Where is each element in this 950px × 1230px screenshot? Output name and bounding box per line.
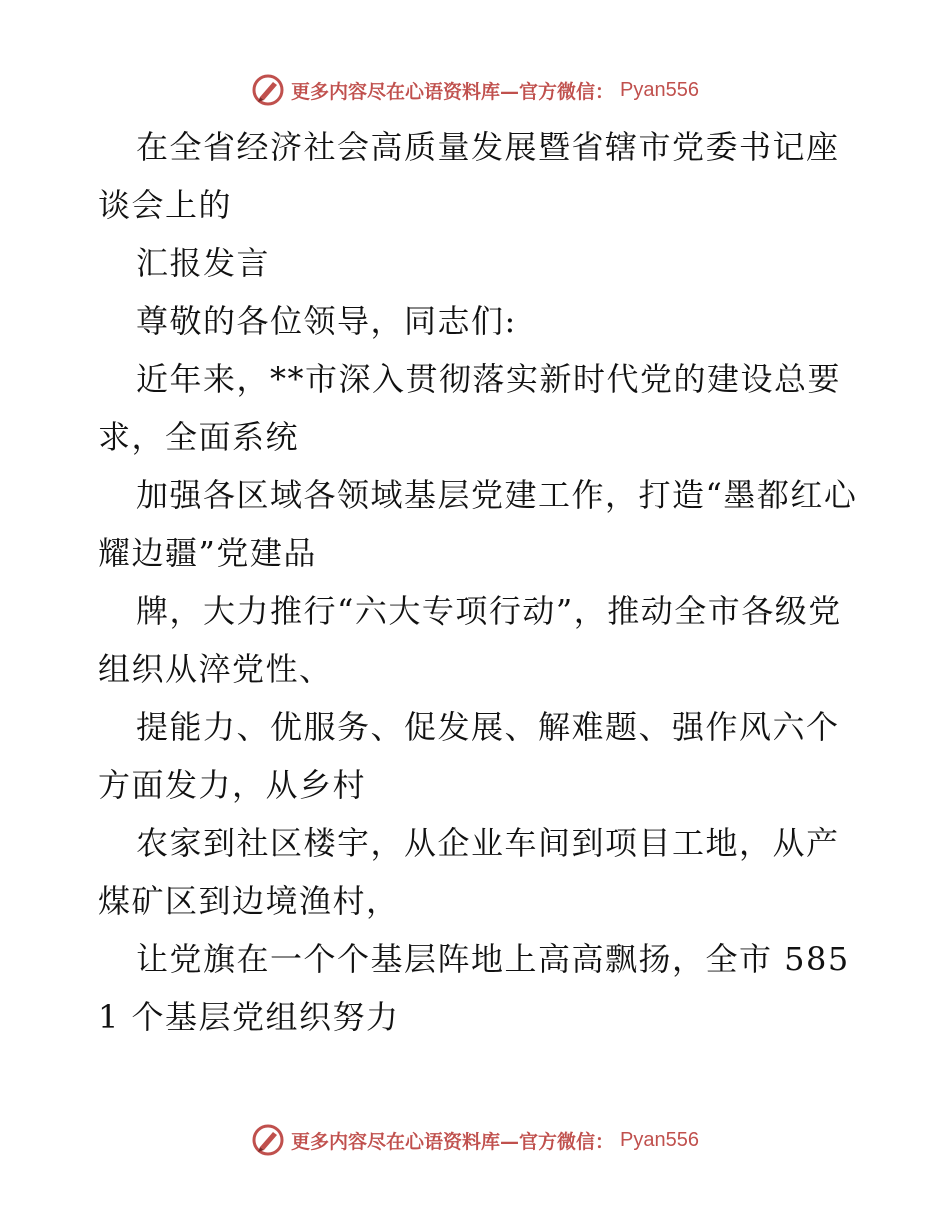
paragraph: 提能力、优服务、促发展、解难题、强作风六个方面发力，从乡村 [98, 708, 840, 804]
watermark-wechat-id: Pyan556 [620, 1128, 699, 1151]
footer-watermark [0, 1120, 950, 1160]
pen-logo-icon [251, 73, 285, 107]
paragraph-subtitle: 汇报发言 [136, 244, 271, 282]
paragraph: 让党旗在一个个基层阵地上高高飘扬，全市 5851 个基层党组织努力 [98, 940, 850, 1036]
watermark-wechat-id: Pyan556 [620, 78, 699, 101]
paragraph: 近年来，**市深入贯彻落实新时代党的建设总要求，全面系统 [98, 360, 842, 456]
watermark-text: 更多内容尽在心语资料库—官方微信： [291, 1130, 615, 1153]
paragraph: 加强各区域各领域基层党建工作，打造“墨都红心耀边疆”党建品 [98, 476, 858, 572]
paragraph-title: 在全省经济社会高质量发展暨省辖市党委书记座谈会上的 [98, 128, 840, 224]
paragraph: 牌，大力推行“六大专项行动”，推动全市各级党组织从淬党性、 [98, 592, 842, 688]
header-watermark [0, 70, 950, 110]
paragraph: 农家到社区楼宇，从企业车间到项目工地，从产煤矿区到边境渔村， [98, 824, 840, 920]
document-body [98, 118, 858, 1046]
watermark-text: 更多内容尽在心语资料库—官方微信： [291, 80, 615, 103]
pen-logo-icon [251, 1123, 285, 1157]
paragraph-salutation: 尊敬的各位领导，同志们: [136, 302, 517, 340]
